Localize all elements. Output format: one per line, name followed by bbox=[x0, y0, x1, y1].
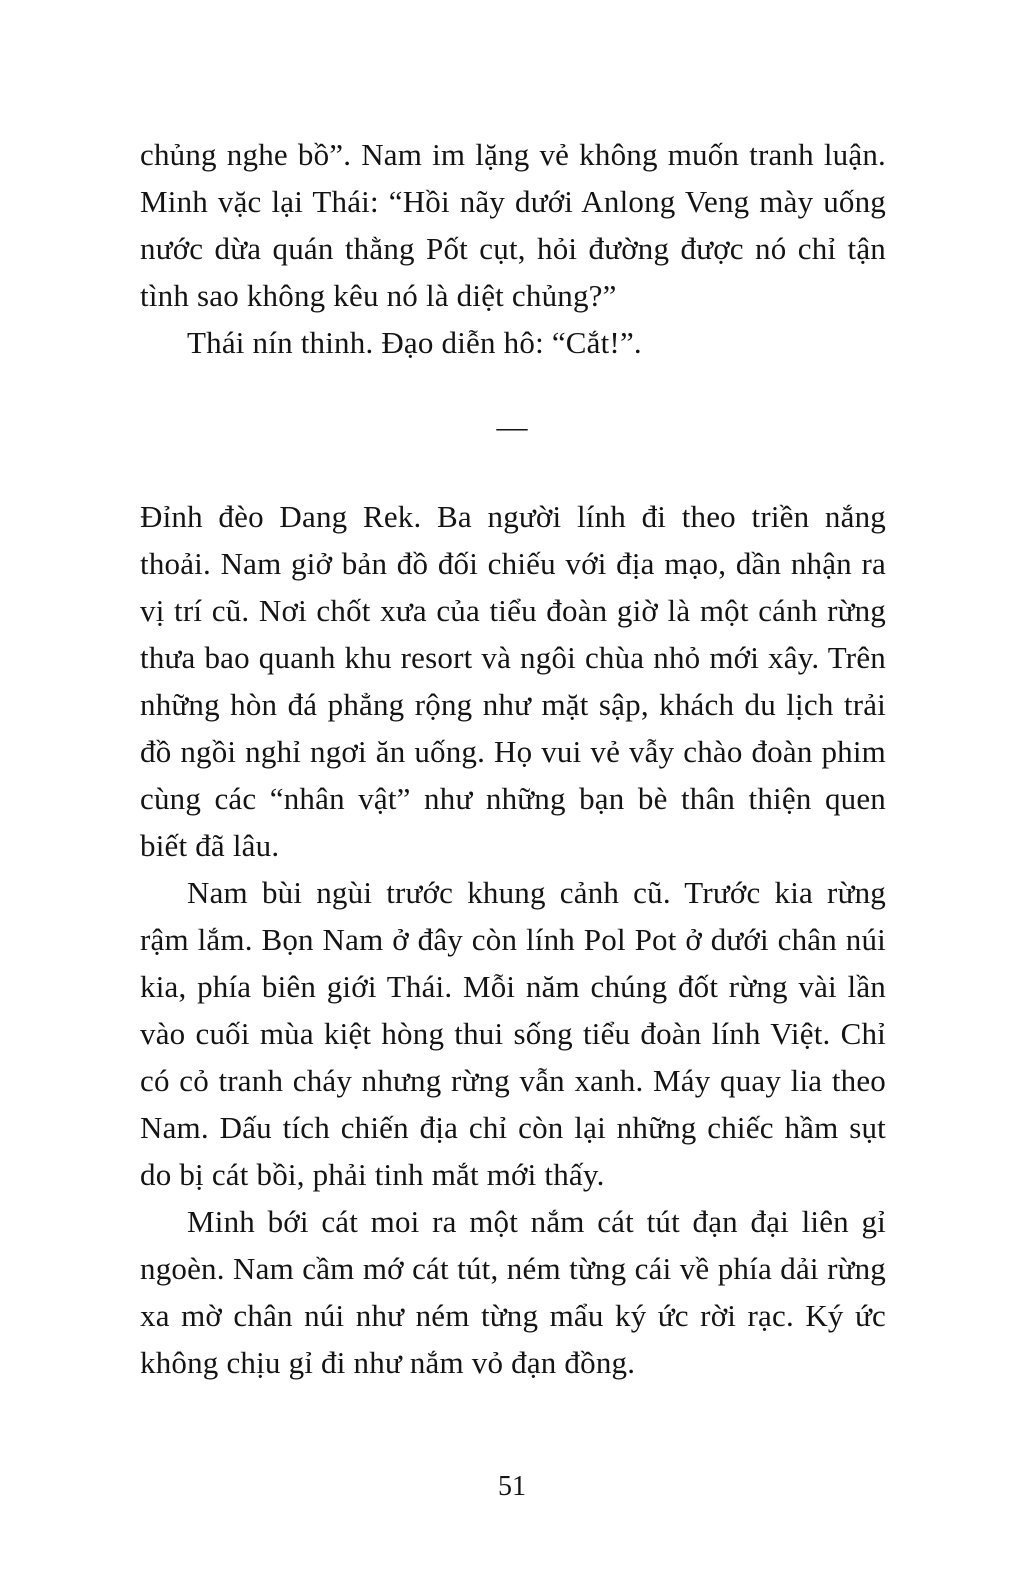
paragraph: Minh bới cát moi ra một nắm cát tút đạn đại liên gỉ ngoèn. Nam cầm mớ cát tút, ném từng cái về phía dải rừng xa mờ chân núi như ném từng mẩu ký ức rời rạc. Ký ức không chịu gỉ đi như nắm vỏ đạn đồng. bbox=[140, 1204, 886, 1380]
body-text bbox=[140, 131, 886, 1386]
paragraph-scene-start: Đỉnh đèo Dang Rek. Ba người lính đi theo triền nắng thoải. Nam giở bản đồ đối chiếu với địa mạo, dần nhận ra vị trí cũ. Nơi chốt xưa của tiểu đoàn giờ là một cánh rừng thưa bao quanh khu resort và ngôi chùa nhỏ mới xây. Trên những hòn đá phẳng rộng như mặt sập, khách du lịch trải đồ ngồi nghỉ ngơi ăn uống. Họ vui vẻ vẫy chào đoàn phim cùng các “nhân vật” như những bạn bè thân thiện quen biết đã lâu. bbox=[140, 499, 886, 863]
page-number: 51 bbox=[498, 1471, 526, 1502]
paragraph: Nam bùi ngùi trước khung cảnh cũ. Trước kia rừng rậm lắm. Bọn Nam ở đây còn lính Pol Pot ở dưới chân núi kia, phía biên giới Thái. Mỗi năm chúng đốt rừng vài lần vào cuối mùa kiệt hòng thui sống tiểu đoàn lính Việt. Chỉ có cỏ tranh cháy nhưng rừng vẫn xanh. Máy quay lia theo Nam. Dấu tích chiến địa chỉ còn lại những chiếc hầm sụt do bị cát bồi, phải tinh mắt mới thấy. bbox=[140, 875, 886, 1192]
paragraph-continuation: chủng nghe bồ”. Nam im lặng vẻ không muốn tranh luận. Minh vặc lại Thái: “Hồi nãy dưới Anlong Veng mày uống nước dừa quán thằng Pốt cụt, hỏi đường được nó chỉ tận tình sao không kêu nó là diệt chủng?” bbox=[140, 137, 886, 313]
paragraph: Thái nín thinh. Đạo diễn hô: “Cắt!”. bbox=[187, 325, 642, 360]
section-divider: — bbox=[496, 409, 530, 444]
